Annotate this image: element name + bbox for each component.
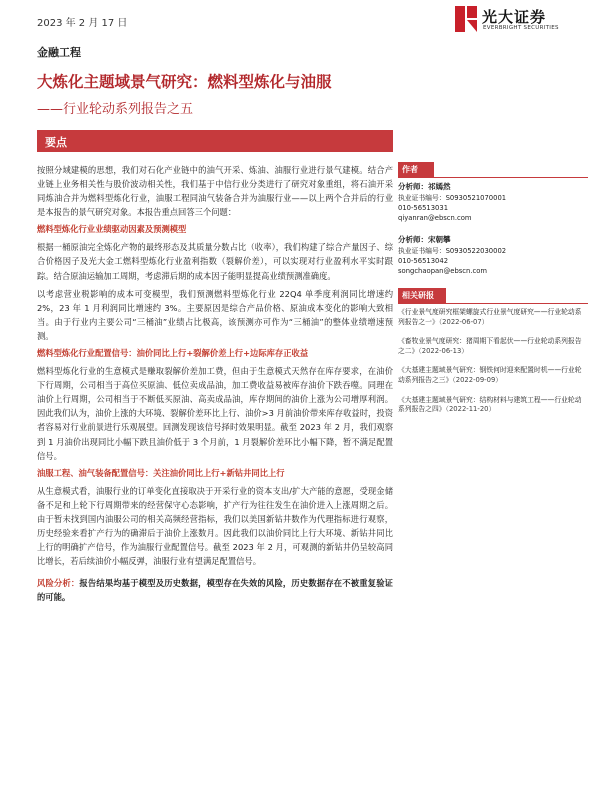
sidebar xyxy=(398,162,588,425)
section-paragraph: 燃料型炼化行业的生意模式是赚取裂解价差加工费，但由于生意模式天然存在库存要求，在油价下行周期，公司相当于高位买原油、低位卖成品油，加工费收益易被库存油价下跌吞噬。同理在油价上行周期，公司相当于不断低买原油、高卖成品油，库存期间的油价上涨为公司增厚利润。因此我们认为，油价上涨的大环境、裂解价差环比上行、油价>3 月前油价带来库存收益时，投资者容易对行业前景进行乐观展望。回测发现该信号择时效果明显。截至 2023 年 2 月，我们观察到 1 月油价出现同比小幅下跌且油价低于 3 个月前，1 月裂解价差环比小幅下降，暂不满足配置信号。 xyxy=(37,366,393,461)
analyst-email[interactable]: songchaopan@ebscn.com xyxy=(398,267,488,275)
analyst-name: 分析师：祁嫣然 xyxy=(398,182,451,191)
analyst-card xyxy=(398,182,588,223)
related-report-title: 《行业景气度研究框架螺旋式行业景气度研究——行业轮动系列报告之一》 xyxy=(398,308,582,326)
report-title: 大炼化主题域景气研究：燃料型炼化与油服 xyxy=(37,73,332,91)
summary-body xyxy=(37,163,393,608)
risk-analysis xyxy=(37,576,393,604)
related-report-title: 《大基建主题域景气研究：结构材料与建筑工程——行业轮动系列报告之四》 xyxy=(398,395,582,414)
logo-english-name: EVERBRIGHT SECURITIES xyxy=(483,25,559,31)
related-report-title: 《畜牧业景气度研究：猪周期下看起伏——行业轮动系列报告之二》 xyxy=(398,337,582,355)
report-date: 2023 年 2 月 17 日 xyxy=(37,18,128,29)
analyst-cert: 执业证书编号：S0930522030002 xyxy=(398,247,507,255)
risk-text: 报告结果均基于模型及历史数据，模型存在失效的风险，历史数据存在不被重复验证的可能。 xyxy=(37,578,393,603)
related-divider xyxy=(398,303,588,304)
related-report-date: （2022-06-07） xyxy=(438,317,489,326)
related-report-date: （2022-09-09） xyxy=(452,375,503,384)
analyst-cert: 执业证书编号：S0930521070001 xyxy=(398,194,507,202)
everbright-logo-icon xyxy=(455,6,477,32)
analyst-name: 分析师：宋朝攀 xyxy=(398,235,451,244)
related-report-item[interactable] xyxy=(398,396,588,415)
related-report-title: 《大基建主题域景气研究：钢铁何时迎来配置时机——行业轮动系列报告之三》 xyxy=(398,366,582,384)
related-report-date: （2022-06-13） xyxy=(418,346,469,355)
authors-divider xyxy=(398,177,588,178)
everbright-logo xyxy=(455,6,590,36)
summary-heading: 要点 xyxy=(45,136,67,149)
analyst-phone: 010-56513042 xyxy=(398,257,449,265)
logo-chinese-name: 光大证券 xyxy=(482,8,547,26)
authors-heading: 作者 xyxy=(398,162,434,177)
section-paragraph: 从生意模式看，油服行业的订单变化直接取决于开采行业的资本支出/扩大产能的意愿，受现金储备不足和上轮下行周期带来的经营保守心态影响，扩产行为往往发生在油价进入上涨周期之后。由于暂未找到国内油服公司的相关高频经营指标，我们以美国新钻井数作为代理指标进行观察，历史经验来看扩产行为的确滞后于油价上涨数月。因此我们以油价同比上行大环境、新钻井同比上行的明确扩产信号，作为油服行业配置信号。截至 2023 年 2 月，可观测的新钻井仍呈较高同比增长，若后续油价小幅反弹，油服行业有望满足配置信号。 xyxy=(37,485,393,567)
section-heading: 油服工程、油气装备配置信号：关注油价同比上行+新钻井同比上行 xyxy=(37,467,285,478)
section-paragraph: 根据一桶原油完全炼化产物的最终形态及其质量分数占比（收率），我们构建了综合产量因子、综合价格因子及光大金工燃料型炼化行业盈利指数（裂解价差），可以实现对行业盈利水平实时跟踪。结合原油运输加工周期，考虑滞后期的成本因子能明显提高业绩预测准确度。 xyxy=(37,242,393,281)
risk-label: 风险分析： xyxy=(37,578,80,589)
related-report-date: （2022-11-20） xyxy=(445,405,496,414)
analyst-email[interactable]: qiyanran@ebscn.com xyxy=(398,214,472,222)
related-report-item[interactable] xyxy=(398,308,588,327)
analyst-card xyxy=(398,235,588,276)
related-reports-heading: 相关研报 xyxy=(398,288,446,303)
report-subtitle: ——行业轮动系列报告之五 xyxy=(37,102,194,117)
intro-paragraph: 按照分域建模的思想，我们对石化产业链中的油气开采、炼油、油服行业进行景气建模。结合产业链上业务相关性与股价波动相关性，我们基于中信行业分类进行了研究对象重组，将石油开采同炼油合并为燃料型炼化行业，油服工程同油气装备合并为油服行业——以上两个合并后的行业是本报告的景气研究对象。本报告重点回答三个问题： xyxy=(37,165,393,218)
analyst-phone: 010-56513031 xyxy=(398,204,449,212)
section-paragraph: 以考虑营业税影响的成本可变模型，我们预测燃料型炼化行业 22Q4 单季度利润同比增速约 2%，23 年 1 月利润同比增速约 3%。主要原因是综合产品价格、原油成本变化的影响大致相当。由于行业内主要公司“三桶油”业绩占比极高，该预测亦可作为“三桶油”的整体业绩增速预测。 xyxy=(37,288,393,341)
summary-header-bar xyxy=(37,130,393,152)
section-heading: 燃料型炼化行业配置信号：油价同比上行+裂解价差上行+边际库存正收益 xyxy=(37,348,309,359)
related-report-item[interactable] xyxy=(398,366,588,385)
related-reports-list xyxy=(398,308,588,415)
section-heading: 燃料型炼化行业业绩驱动因素及预测模型 xyxy=(37,224,187,235)
report-category: 金融工程 xyxy=(37,46,81,59)
related-report-item[interactable] xyxy=(398,337,588,356)
